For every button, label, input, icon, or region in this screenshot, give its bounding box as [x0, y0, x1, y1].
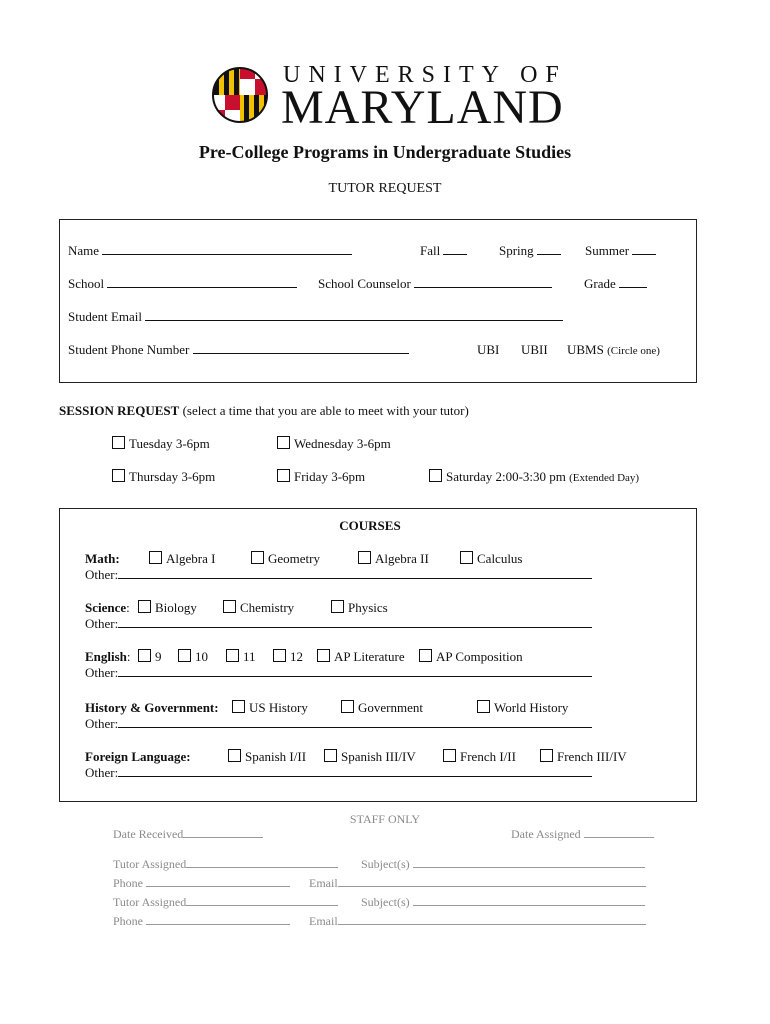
language-other-field[interactable]: Other: — [85, 765, 592, 781]
math-algebra-ii[interactable]: Algebra II — [358, 551, 429, 567]
spring-field[interactable]: Spring — [499, 243, 561, 259]
checkbox[interactable] — [358, 551, 371, 564]
extended-day-note: (Extended Day) — [569, 472, 640, 484]
fall-field[interactable]: Fall — [420, 243, 467, 259]
email-field-1[interactable]: Email — [309, 876, 646, 891]
program-ubi[interactable]: UBI — [477, 342, 500, 357]
math-algebra-i[interactable]: Algebra I — [149, 551, 215, 567]
checkbox[interactable] — [178, 649, 191, 662]
science-other-field[interactable]: Other: — [85, 616, 592, 632]
checkbox[interactable] — [460, 551, 473, 564]
checkbox[interactable] — [419, 649, 432, 662]
tutor-assigned-field-1[interactable]: Tutor Assigned — [113, 857, 338, 872]
logo-line-2: MARYLAND — [281, 81, 564, 134]
english-ap-literature[interactable]: AP Literature — [317, 649, 405, 665]
phone-field-1[interactable]: Phone — [113, 876, 290, 891]
checkbox[interactable] — [138, 649, 151, 662]
checkbox[interactable] — [273, 649, 286, 662]
english-12[interactable]: 12 — [273, 649, 303, 665]
checkbox[interactable] — [477, 700, 490, 713]
language-spanish-i-ii[interactable]: Spanish I/II — [228, 749, 306, 765]
math-label: Math: — [85, 551, 120, 566]
subjects-field-2[interactable]: Subject(s) — [361, 895, 645, 910]
math-other-field[interactable]: Other: — [85, 567, 592, 583]
science-biology[interactable]: Biology — [138, 600, 197, 616]
checkbox[interactable] — [277, 436, 290, 449]
history-other-field[interactable]: Other: — [85, 716, 592, 732]
session-option-thursday[interactable]: Thursday 3-6pm — [112, 469, 215, 485]
science-physics[interactable]: Physics — [331, 600, 388, 616]
checkbox[interactable] — [223, 600, 236, 613]
checkbox[interactable] — [277, 469, 290, 482]
english-other-field[interactable]: Other: — [85, 665, 592, 681]
checkbox[interactable] — [317, 649, 330, 662]
staff-only-heading: STAFF ONLY — [349, 812, 421, 826]
student-phone-field[interactable]: Student Phone Number — [68, 342, 409, 358]
school-counselor-field[interactable]: School Counselor — [318, 276, 552, 292]
checkbox[interactable] — [149, 551, 162, 564]
english-10[interactable]: 10 — [178, 649, 208, 665]
checkbox[interactable] — [540, 749, 553, 762]
checkbox[interactable] — [232, 700, 245, 713]
history-label: History & Government: — [85, 700, 219, 715]
form-subtitle: TUTOR REQUEST — [328, 181, 442, 196]
language-french-i-ii[interactable]: French I/II — [443, 749, 516, 765]
grade-field[interactable]: Grade — [584, 276, 647, 292]
english-label: English: — [85, 649, 131, 664]
date-received-field[interactable]: Date Received — [113, 827, 263, 842]
language-french-iii-iv[interactable]: French III/IV — [540, 749, 627, 765]
circle-one-note: (Circle one) — [607, 345, 660, 357]
checkbox[interactable] — [341, 700, 354, 713]
session-option-friday[interactable]: Friday 3-6pm — [277, 469, 365, 485]
history-world-history[interactable]: World History — [477, 700, 568, 716]
session-option-tuesday[interactable]: Tuesday 3-6pm — [112, 436, 210, 452]
history-us-history[interactable]: US History — [232, 700, 308, 716]
math-geometry[interactable]: Geometry — [251, 551, 320, 567]
student-email-field[interactable]: Student Email — [68, 309, 563, 325]
tutor-assigned-field-2[interactable]: Tutor Assigned — [113, 895, 338, 910]
english-11[interactable]: 11 — [226, 649, 256, 665]
school-field[interactable]: School — [68, 276, 297, 292]
foreign-language-label: Foreign Language: — [85, 749, 191, 764]
phone-field-2[interactable]: Phone — [113, 914, 290, 929]
page-title: Pre-College Programs in Undergraduate Studies — [198, 142, 572, 162]
email-field-2[interactable]: Email — [309, 914, 646, 929]
maryland-flag-icon — [210, 64, 270, 126]
math-calculus[interactable]: Calculus — [460, 551, 523, 567]
english-ap-composition[interactable]: AP Composition — [419, 649, 523, 665]
checkbox[interactable] — [228, 749, 241, 762]
session-option-saturday[interactable]: Saturday 2:00-3:30 pm (Extended Day) — [429, 469, 639, 485]
science-label: Science: — [85, 600, 130, 615]
session-option-wednesday[interactable]: Wednesday 3-6pm — [277, 436, 391, 452]
subjects-field-1[interactable]: Subject(s) — [361, 857, 645, 872]
date-assigned-field[interactable]: Date Assigned — [511, 827, 654, 842]
name-field[interactable]: Name — [68, 243, 352, 259]
checkbox[interactable] — [324, 749, 337, 762]
checkbox[interactable] — [138, 600, 151, 613]
program-ubii[interactable]: UBII — [521, 342, 548, 357]
checkbox[interactable] — [443, 749, 456, 762]
language-spanish-iii-iv[interactable]: Spanish III/IV — [324, 749, 416, 765]
checkbox[interactable] — [226, 649, 239, 662]
courses-heading: COURSES — [339, 518, 401, 533]
checkbox[interactable] — [112, 436, 125, 449]
session-request-heading: SESSION REQUEST (select a time that you are able to meet with your tutor) — [59, 403, 469, 418]
science-chemistry[interactable]: Chemistry — [223, 600, 294, 616]
logo-line-1: UNIVERSITY OF — [283, 62, 567, 88]
summer-field[interactable]: Summer — [585, 243, 656, 259]
english-9[interactable]: 9 — [138, 649, 162, 665]
history-government[interactable]: Government — [341, 700, 423, 716]
checkbox[interactable] — [112, 469, 125, 482]
program-ubms[interactable]: UBMS (Circle one) — [567, 342, 660, 357]
checkbox[interactable] — [429, 469, 442, 482]
checkbox[interactable] — [331, 600, 344, 613]
checkbox[interactable] — [251, 551, 264, 564]
